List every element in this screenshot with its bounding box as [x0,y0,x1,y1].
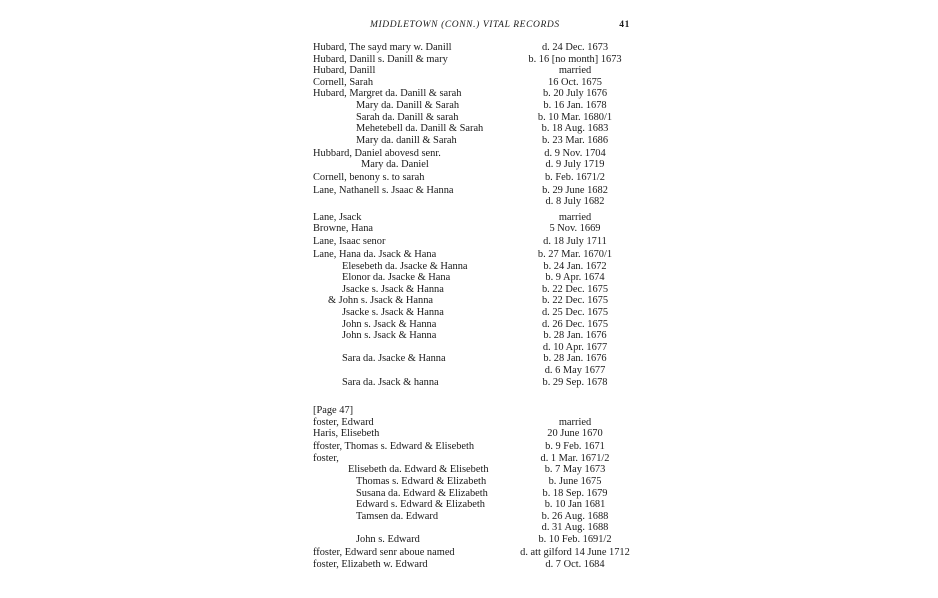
record-row [0,559,938,571]
record-name: Hubbard, Daniel abovesd senr. [313,147,441,159]
record-row [0,428,938,440]
running-head: MIDDLETOWN (CONN.) VITAL RECORDS [370,20,560,30]
record-row [0,212,938,224]
record-row [0,488,938,500]
record-value: b. 20 July 1676 [542,88,608,100]
record-value: d. 7 Oct. 1684 [545,559,605,571]
record-value: married [558,65,592,77]
record-row [0,499,938,511]
record-value: b. 16 [no month] 1673 [528,53,622,65]
record-name: Mehetebell da. Danill & Sarah [356,123,484,135]
record-row [0,65,938,77]
record-value: d. att gilford 14 June 1712 [520,546,630,558]
record-row [0,54,938,66]
record-row [0,135,938,147]
record-row [0,148,938,160]
record-name: Hubard, Danill [313,65,376,77]
record-name: foster, [313,452,339,464]
record-row [0,172,938,184]
record-name: Sarah da. Danill & sarah [356,111,459,123]
record-name: Tamsen da. Edward [356,510,439,522]
record-name: ffoster, Edward senr aboue named [313,546,455,558]
record-name: Elisebeth da. Edward & Elisebeth [348,464,489,476]
record-value: b. 10 Feb. 1691/2 [538,533,612,545]
record-row [0,365,938,377]
record-row [0,534,938,546]
record-name: John s. Jsack & Hanna [342,318,437,330]
record-name: Lane, Hana da. Jsack & Hana [313,249,437,261]
record-value: b. 26 Aug. 1688 [541,510,609,522]
record-row [0,441,938,453]
record-value: b. 29 Sep. 1678 [542,376,608,388]
record-value: b. 10 Jan 1681 [544,499,606,511]
record-row [0,307,938,319]
record-name: Cornell, Sarah [313,76,374,88]
record-name: [Page 47] [313,405,354,417]
record-value: d. 8 July 1682 [545,196,605,208]
record-value: b. 7 May 1673 [544,464,606,476]
record-name: Lane, Nathanell s. Jsaac & Hanna [313,184,454,196]
record-row [0,88,938,100]
record-row [0,272,938,284]
record-row [0,511,938,523]
record-value: b. 18 Sep. 1679 [542,487,608,499]
record-value: b. 23 Mar. 1686 [541,134,609,146]
record-row [0,522,938,534]
record-name: Thomas s. Edward & Elizabeth [356,475,487,487]
record-name: Sara da. Jsack & hanna [342,376,439,388]
record-value: b. 27 Mar. 1670/1 [537,249,613,261]
record-row [0,405,938,417]
record-value: b. 10 Mar. 1680/1 [537,111,613,123]
record-row [0,42,938,54]
record-name: Lane, Isaac senor [313,236,386,248]
record-value: d. 25 Dec. 1675 [541,307,609,318]
record-name: Elonor da. Jsacke & Hana [342,272,451,284]
record-value: b. 24 Jan. 1672 [543,260,607,272]
record-row [0,249,938,261]
record-row [0,284,938,296]
record-name: John s. Edward [356,533,420,545]
record-value: b. 28 Jan. 1676 [543,353,607,365]
page-number: 41 [619,20,630,30]
record-value: b. Feb. 1671/2 [544,171,606,183]
record-name: Mary da. Danill & Sarah [356,99,460,111]
record-value: d. 9 July 1719 [545,159,605,171]
record-value: d. 10 Apr. 1677 [542,341,608,353]
record-row [0,464,938,476]
record-name: foster, Edward [313,416,374,428]
record-row [0,476,938,488]
record-row [0,417,938,429]
record-value: d. 18 July 1711 [543,236,607,248]
record-row [0,319,938,331]
record-value: d. 6 May 1677 [544,364,606,376]
record-value: married [558,416,592,428]
record-value: b. June 1675 [548,475,602,487]
record-name: John s. Jsack & Hanna [342,330,437,342]
record-row [0,159,938,171]
record-value: b. 9 Apr. 1674 [545,272,605,284]
record-value: 20 June 1670 [547,428,603,440]
record-row [0,223,938,235]
record-value: 5 Nov. 1669 [549,223,601,235]
record-value: married [558,211,592,223]
record-row [0,236,938,248]
record-name: Hubard, The sayd mary w. Danill [313,42,452,53]
record-name: Edward s. Edward & Elizabeth [356,499,485,511]
record-value: d. 9 Nov. 1704 [544,147,606,159]
record-value: b. 29 June 1682 [542,184,608,196]
record-value: b. 22 Dec. 1675 [541,295,609,307]
record-value: b. 18 Aug. 1683 [541,123,609,135]
record-value: b. 28 Jan. 1676 [543,330,607,342]
record-value: d. 26 Dec. 1675 [541,318,609,330]
record-row [0,77,938,89]
record-row [0,295,938,307]
record-row [0,261,938,273]
record-row [0,547,938,559]
record-value: b. 9 Feb. 1671 [545,441,605,453]
record-row [0,330,938,342]
record-value: d. 1 Mar. 1671/2 [540,452,610,464]
record-row [0,123,938,135]
record-row [0,100,938,112]
record-row [0,353,938,365]
record-name: Browne, Hana [313,223,374,235]
record-row [0,112,938,124]
record-entries [0,42,938,571]
page-header [310,20,630,34]
record-name: ffoster, Thomas s. Edward & Elisebeth [313,441,475,453]
record-row [0,453,938,465]
record-value: d. 31 Aug. 1688 [541,522,609,534]
record-name: Jsacke s. Jsack & Hanna [342,307,444,318]
record-value: d. 24 Dec. 1673 [541,42,609,53]
record-row [0,185,938,197]
record-row [0,377,938,389]
record-name: Lane, Jsack [313,211,362,223]
record-value: b. 16 Jan. 1678 [543,99,607,111]
record-name: Susana da. Edward & Elizabeth [356,487,488,499]
record-name: foster, Elizabeth w. Edward [313,559,428,571]
record-name: Hubard, Danill s. Danill & mary [313,53,448,65]
record-row [0,196,938,208]
record-value: b. 22 Dec. 1675 [541,283,609,295]
record-name: Sara da. Jsacke & Hanna [342,353,446,365]
record-value: 16 Oct. 1675 [548,76,602,88]
record-name: & John s. Jsack & Hanna [328,295,434,307]
record-name: Jsacke s. Jsack & Hanna [342,283,444,295]
record-name: Mary da. Daniel [361,159,429,171]
record-name: Haris, Elisebeth [313,428,380,440]
record-name: Hubard, Margret da. Danill & sarah [313,88,462,100]
record-name: Mary da. danill & Sarah [356,134,457,146]
record-name: Cornell, benony s. to sarah [313,171,425,183]
record-row [0,342,938,354]
record-name: Elesebeth da. Jsacke & Hanna [342,260,468,272]
